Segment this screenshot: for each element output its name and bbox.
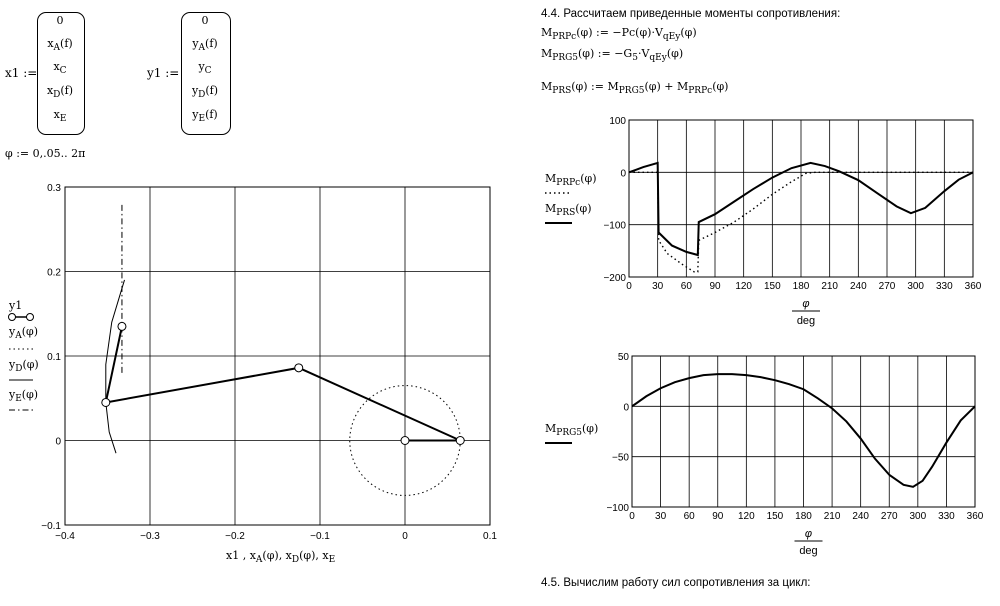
moment-mprs-plot [603,116,981,327]
plot2-ytick-label: −100 [603,220,626,232]
plot2-legend-mprpc: $M_{PRPc}(\varphi)$ [545,172,597,188]
plot2-xtick-label: 90 [709,281,721,292]
plot1-legend-ye: $y_E(\varphi)$ [9,388,39,404]
plot3-ytick-label: 50 [617,352,629,363]
y1-entry-3: $y_D(f)$ [191,84,219,100]
plot3-xtick-label: 180 [795,511,812,522]
plot1-joint-marker [295,364,303,372]
legend-swatches [9,193,573,443]
plot2-xtick-label: 0 [626,281,632,292]
plot2-xtick-label: 270 [878,281,896,292]
phi-range-definition: φ := 0,.05.. 2π [5,147,86,160]
equation-mprpc: $M_{PRPc}(\varphi)$ := $-Pc(\varphi)\cdot V_{qEy}(\varphi)$ [541,26,697,42]
plot2-ytick-label: 100 [609,116,626,127]
y1-entry-4: $y_E(f)$ [192,108,218,124]
plot2-xtick-label: 30 [652,281,664,292]
plot3-xtick-label: 0 [629,511,635,522]
plot3-ytick-label: −50 [612,452,629,464]
plot1-legend-y1: y1 [9,299,23,312]
plot1-joint-marker [118,322,126,330]
y1-label: y1 := [147,66,180,80]
equation-mprg5: $M_{PRG5}(\varphi)$ := $-G_5\cdot V_{qEy}(\varphi)$ [541,47,684,63]
plot3-xtick-label: 240 [852,511,870,522]
x1-entry-0: 0 [56,14,64,27]
plot2-xtick-label: 300 [907,281,925,292]
plot3-xtick-label: 90 [712,511,724,522]
y1-entry-0: 0 [201,14,209,27]
plot2-xtick-label: 150 [763,281,781,292]
x1-label: x1 := [5,66,38,80]
legend-swatch-y1-marker [9,314,16,321]
y1-entry-2: $y_C$ [198,60,212,76]
plot2-xlabel-num: φ [802,298,810,310]
plot3-xtick-label: 60 [683,511,695,522]
legend-swatch-y1-marker [27,314,34,321]
plot1-ytick-label: 0.1 [47,352,61,363]
mechanism-plot [41,183,497,542]
plot1-series-yd-arc [106,280,125,453]
plot2-ytick-label: 0 [620,168,626,180]
plot2-xtick-label: 240 [849,281,867,292]
plot1-joint-marker [401,437,409,445]
plot2-xtick-label: 60 [680,281,692,292]
plot2-xtick-label: 360 [964,281,982,292]
plot2-xtick-label: 210 [821,281,839,292]
plot3-xtick-label: 360 [966,511,984,522]
plot2-xtick-label: 330 [935,281,953,292]
moment-mprg5-plot [606,352,983,557]
plot2-legend-mprs: $M_{PRS}(\varphi)$ [545,202,592,218]
x1-entry-1: $x_A(f)$ [47,37,73,53]
plot3-xtick-label: 30 [655,511,667,522]
plot1-ytick-label: 0 [55,436,61,448]
plot3-xtick-label: 300 [909,511,927,522]
x1-entry-4: $x_E$ [53,108,67,124]
plot1-series-y1-linkage [106,326,460,440]
plot1-legend-yd: $y_D(\varphi)$ [9,358,39,374]
plot1-xtick-label: −0.2 [225,531,245,542]
plot3-xtick-label: 330 [938,511,955,522]
x1-entry-3: $x_D(f)$ [46,84,74,100]
plot3-ytick-label: 0 [623,402,629,414]
plot1-legend-ya: $y_A(\varphi)$ [9,325,39,341]
plot1-xtick-label: −0.1 [310,531,330,542]
plot3-xtick-label: 120 [737,511,755,522]
plot1-ytick-label: −0.1 [41,521,61,532]
plot2-xtick-label: 120 [735,281,753,292]
plot1-xtick-label: 0 [402,531,408,542]
plot2-xlabel-den: deg [796,315,816,327]
plot3-legend-mprg5: $M_{PRG5}(\varphi)$ [545,422,599,438]
plot1-xtick-label: −0.4 [55,531,75,542]
plot1-joint-marker [456,437,464,445]
plot1-xtick-label: −0.3 [140,531,160,542]
plot1-xlabel: x1 , $x_A(\varphi)$, $x_D(\varphi)$, $x_E$ [226,549,336,565]
plot2-ytick-label: −200 [603,273,626,284]
x1-entry-2: $x_C$ [53,60,67,76]
plot1-ytick-label: 0.3 [47,183,61,194]
plot3-xlabel-num: φ [804,528,813,540]
plot3-xlabel-den: deg [799,545,818,557]
equation-mprs: $M_{PRS}(\varphi)$ := $M_{PRG5}(\varphi) + M_{PRPc}(\varphi)$ [541,80,729,96]
plot1-ytick-label: 0.2 [47,267,61,279]
plot2-xtick-label: 180 [792,281,810,292]
plot3-xtick-label: 150 [766,511,784,522]
heading-4-5: 4.5. Вычислим работу сил сопротивления за цикл: [541,577,811,589]
plot1-joint-marker [102,398,110,406]
y1-entry-1: $y_A(f)$ [192,37,218,53]
heading-4-4: 4.4. Рассчитаем приведенные моменты сопротивления: [541,8,841,20]
plot3-xtick-label: 210 [823,511,841,522]
plot3-xtick-label: 270 [880,511,898,522]
plot1-xtick-label: 0.1 [483,531,497,542]
plot3-ytick-label: −100 [606,503,629,514]
